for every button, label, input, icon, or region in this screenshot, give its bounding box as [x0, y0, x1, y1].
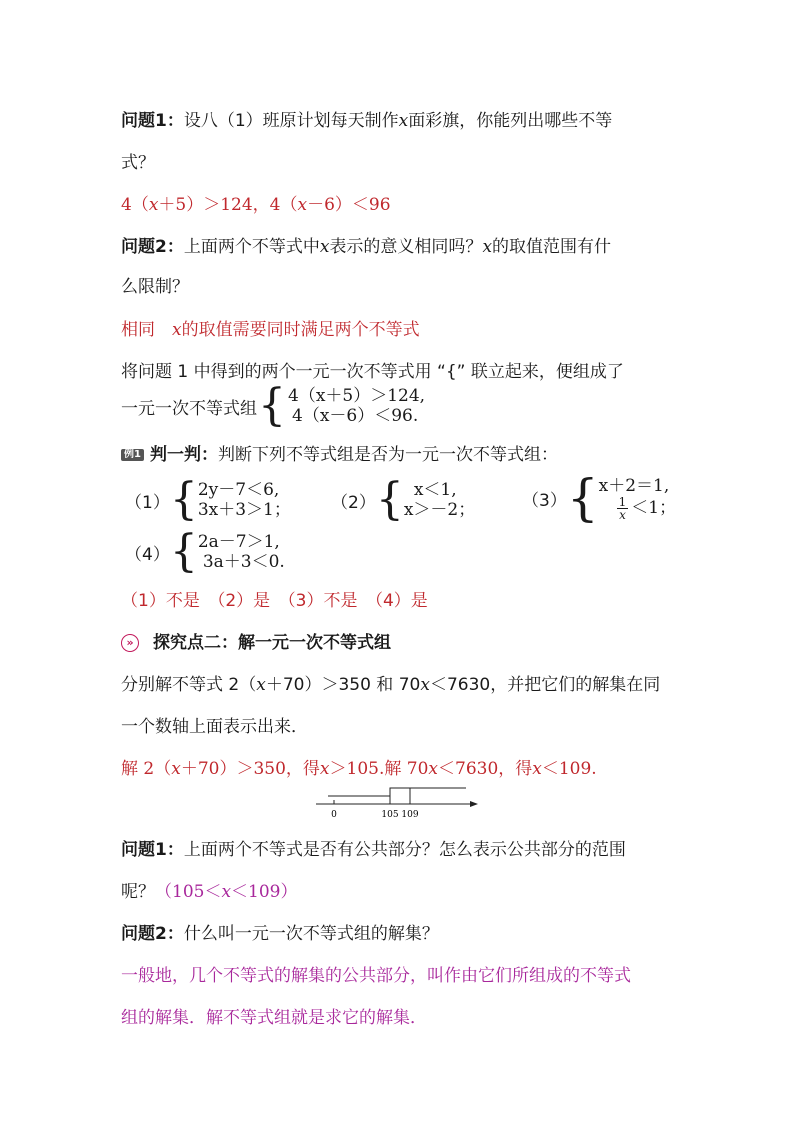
system-2: （2） { x＜1, x＞－2； [331, 474, 476, 525]
tick-label-0: 0 [331, 810, 337, 820]
question-label: 问题1： [121, 111, 184, 131]
tick-label-109: 109 [401, 810, 419, 820]
system-4: （4） { 2a－7＞1, 3a＋3＜0. [125, 526, 285, 577]
task-line-2: 一个数轴上面表示出来． [121, 717, 308, 737]
question-label: 问题2： [121, 924, 184, 944]
common-part-outline [390, 788, 410, 804]
section-title: » 探究点二：解一元一次不等式组 [121, 628, 391, 653]
chevron-right-icon: » [121, 634, 139, 652]
question-1: 问题1：设八（1）班原计划每天制作x面彩旗，你能列出哪些不等 [121, 111, 613, 131]
question-4: 问题2：什么叫一元一次不等式组的解集？ [121, 924, 439, 944]
solution: 解 2（x＋70）＞350，得x＞105.解 70x＜7630，得x＜109. [121, 759, 597, 779]
tick-label-105: 105 [381, 810, 399, 820]
question-1-continuation: 式？ [121, 153, 155, 173]
question-label: 问题2： [121, 237, 184, 257]
brace: { [258, 380, 286, 431]
example-heading: 例1 判一判：判断下列不等式组是否为一元一次不等式组： [121, 440, 558, 465]
example-answer: （1）不是 （2）是 （3）不是 （4）是 [121, 591, 428, 611]
number-line-arrow [470, 801, 478, 807]
system-3: （3） { x＋2＝1, $\frac{1}{x}$ ＜1； [522, 469, 677, 527]
example-badge: 例1 [121, 449, 144, 461]
task-line-1: 分别解不等式 2（x＋70）＞350 和 70x＜7630，并把它们的解集在同 [121, 675, 661, 695]
definition-line-2: 组的解集．解不等式组就是求它的解集． [121, 1008, 427, 1028]
combine-line-1: 将问题 1 中得到的两个一元一次不等式用 “{” 联立起来，便组成了 [121, 362, 624, 382]
definition-line-1: 一般地，几个不等式的解集的公共部分，叫作由它们所组成的不等式 [121, 966, 631, 986]
number-line [312, 784, 482, 820]
fraction: $\frac{1}{x}$ [618, 494, 627, 522]
question-2-continuation: 么限制？ [121, 277, 189, 297]
answer-1: 4（x＋5）＞124，4（x－6）＜96 [121, 195, 391, 215]
answer-2: 相同 x的取值需要同时满足两个不等式 [121, 320, 420, 340]
question-3-continuation: 呢？（105＜x＜109） [121, 882, 298, 902]
question-3: 问题1：上面两个不等式是否有公共部分？怎么表示公共部分的范围 [121, 840, 626, 860]
combine-line-2: 一元一次不等式组 { 4（x＋5）＞124, 4（x－6）＜96. [121, 380, 426, 431]
question-3-answer: （105＜x＜109） [155, 882, 298, 902]
system-1: （1） { 2y－7＜6, 3x＋3＞1； [125, 474, 291, 525]
solution-ray-x-greater-105 [410, 788, 466, 804]
question-2: 问题2：上面两个不等式中x表示的意义相同吗？x的取值范围有什 [121, 237, 612, 257]
solution-ray-x-less-109 [328, 796, 390, 804]
inequality-system: 4（x＋5）＞124, 4（x－6）＜96. [288, 386, 426, 426]
question-label: 问题1： [121, 840, 184, 860]
